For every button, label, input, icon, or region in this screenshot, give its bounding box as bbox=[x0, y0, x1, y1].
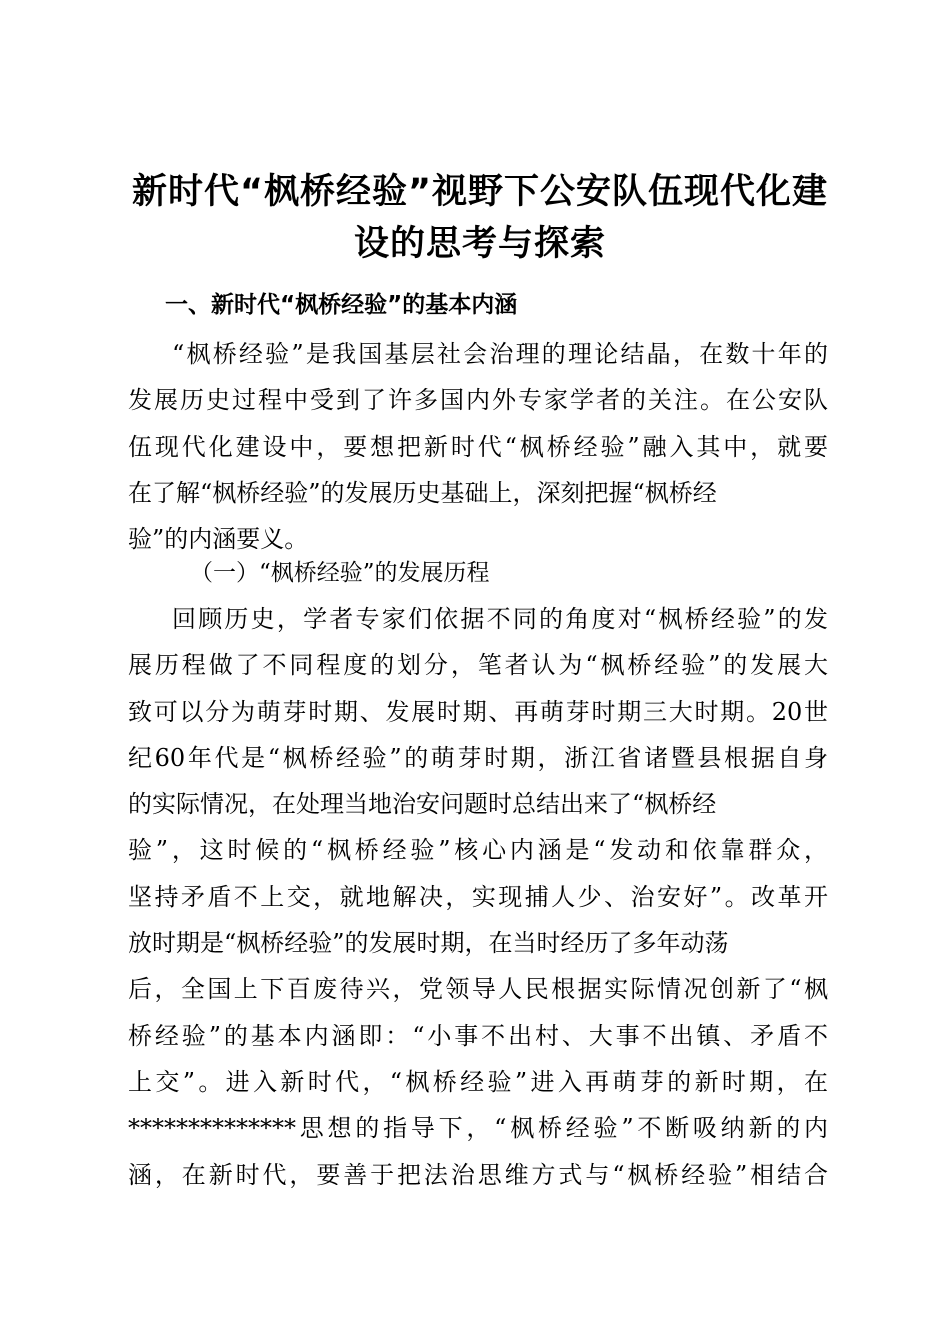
paragraph-line: 致可以分为萌芽时期、发展时期、再萌芽时期三大时期。20世 bbox=[128, 697, 828, 726]
paragraph-line: **************思想的指导下，“枫桥经验”不断吸纳新的内 bbox=[128, 1114, 828, 1143]
section-heading: 一、新时代“枫桥经验”的基本内涵 bbox=[165, 292, 518, 318]
paragraph-line: 坚持矛盾不上交，就地解决，实现捕人少、治安好”。改革开 bbox=[128, 882, 828, 911]
paragraph-line: 回顾历史，学者专家们依据不同的角度对“枫桥经验”的发 bbox=[172, 605, 828, 633]
paragraph-line: 纪60年代是“枫桥经验”的萌芽时期，浙江省诸暨县根据自身 bbox=[128, 743, 828, 772]
paragraph-line: “枫桥经验”是我国基层社会治理的理论结晶，在数十年的 bbox=[172, 340, 828, 368]
document-title bbox=[110, 166, 850, 270]
paragraph-line: 验”，这时候的“枫桥经验”核心内涵是“发动和依靠群众， bbox=[128, 836, 828, 865]
subsection-heading: （一）“枫桥经验”的发展历程 bbox=[190, 560, 490, 586]
paragraph-line: 涵，在新时代，要善于把法治思维方式与“枫桥经验”相结合 bbox=[128, 1160, 828, 1189]
paragraph-line: 伍现代化建设中，要想把新时代“枫桥经验”融入其中，就要 bbox=[128, 432, 828, 461]
title-line-2: 设的思考与探索 bbox=[353, 224, 606, 264]
paragraph-line: 验”的内涵要义。 bbox=[128, 525, 309, 554]
paragraph-line: 在了解“枫桥经验”的发展历史基础上，深刻把握“枫桥经 bbox=[128, 478, 717, 507]
paragraph-line: 展历程做了不同程度的划分，笔者认为“枫桥经验”的发展大 bbox=[128, 651, 828, 680]
paragraph-line: 放时期是“枫桥经验”的发展时期，在当时经历了多年动荡 bbox=[128, 929, 729, 958]
paragraph-line: 桥经验”的基本内涵即：“小事不出村、大事不出镇、矛盾不 bbox=[128, 1021, 828, 1050]
paragraph-line: 发展历史过程中受到了许多国内外专家学者的关注。在公安队 bbox=[128, 386, 828, 415]
paragraph-line: 上交”。进入新时代，“枫桥经验”进入再萌芽的新时期，在 bbox=[128, 1067, 828, 1096]
paragraph-1 bbox=[128, 331, 828, 562]
paragraph-line: 后，全国上下百废待兴，党领导人民根据实际情况创新了“枫 bbox=[128, 975, 828, 1004]
title-line-1: 新时代“枫桥经验”视野下公安队伍现代化建 bbox=[131, 172, 828, 212]
paragraph-line: 的实际情况，在处理当地治安问题时总结出来了“枫桥经 bbox=[128, 790, 717, 819]
paragraph-2 bbox=[128, 596, 828, 1198]
